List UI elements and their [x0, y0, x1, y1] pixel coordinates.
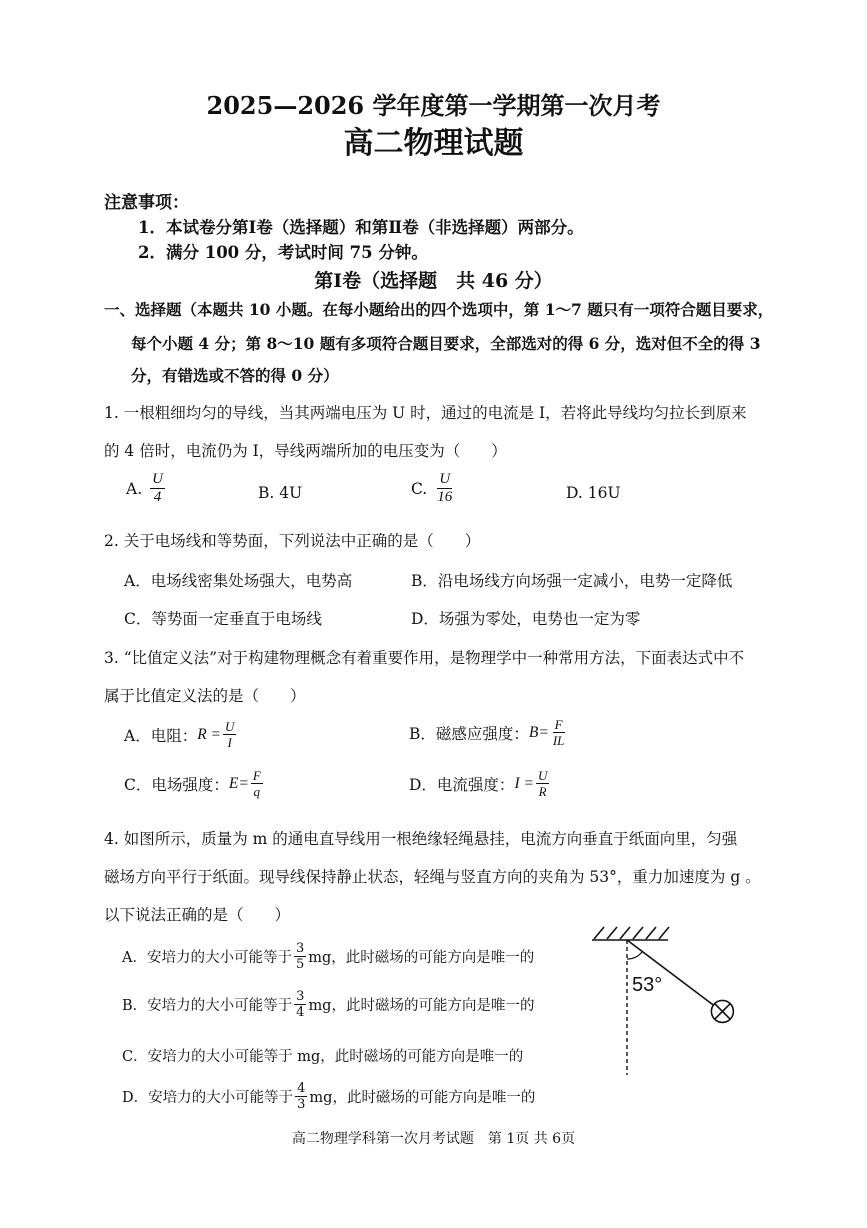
q1-option-c-fraction: [435, 472, 454, 505]
section-title: 第Ⅰ卷（选择题 共 46 分）: [314, 270, 553, 292]
page-footer: 高二物理学科第一次月考试题 第 1页 共 6页: [291, 1131, 576, 1147]
q3-option-c-den: q: [253, 784, 261, 799]
q3-option-c-text: C．电场强度：: [124, 775, 229, 794]
q4-option-b-fraction: [294, 990, 306, 1019]
q4-option-d-num: 4: [297, 1081, 306, 1096]
q3-option-a-fraction: [223, 720, 236, 749]
q3-option-d-text: D．电流强度：: [409, 775, 515, 794]
q3-option-b-text: B．磁感应强度：: [409, 724, 529, 743]
q4-option-c: C．安培力的大小可能等于 mg，此时磁场的可能方向是唯一的: [122, 1049, 524, 1065]
section-instructions-line-3: 分，有错选或不答的得 0 分）: [131, 366, 339, 385]
q1-stem-line-2: 的 4 倍时，电流仍为 I，导线两端所加的电压变为（ ）: [104, 442, 507, 460]
q4-option-d-pre: D．安培力的大小可能等于: [122, 1090, 294, 1106]
q4-option-b-num: 3: [296, 989, 305, 1004]
q4-option-d-den: 3: [297, 1097, 306, 1112]
q4-option-a-fraction: [294, 942, 306, 971]
notice-label: 注意事项：: [104, 193, 189, 213]
q4-stem-line-2: 磁场方向平行于纸面。现导线保持静止状态，轻绳与竖直方向的夹角为 53°，重力加速度为 g 。: [104, 868, 761, 886]
q4-stem-line-1: 4. 如图所示，质量为 m 的通电直导线用一根绝缘轻绳悬挂，电流方向垂直于纸面向里，匀强: [104, 830, 738, 848]
q4-option-a-post: mg，此时磁场的可能方向是唯一的: [308, 950, 535, 966]
q4-option-a: [122, 942, 534, 971]
q1-option-a: [126, 472, 167, 505]
q3-stem-line-1: 3. “比值定义法”对于构建物理概念有着重要作用，是物理学中一种常用方法，下面表达式中不: [104, 649, 745, 667]
q1-option-b: B. 4U: [258, 484, 303, 502]
q4-option-d-fraction: [295, 1082, 307, 1111]
angle-arc: [627, 952, 642, 959]
q1-option-c-num: U: [439, 471, 451, 487]
subject-title: 高二物理试题: [343, 126, 524, 161]
q3-option-b-den: IL: [552, 733, 565, 748]
q1-option-a-fraction: [150, 472, 165, 505]
q2-option-c: C．等势面一定垂直于电场线: [124, 610, 322, 628]
q1-option-c: [411, 472, 456, 505]
q4-option-d-post: mg，此时磁场的可能方向是唯一的: [309, 1090, 536, 1106]
q3-option-d: [409, 769, 551, 798]
q3-option-d-lhs: I =: [514, 774, 534, 792]
section-instructions-line-2: 每个小题 4 分；第 8～10 题有多项符合题目要求，全部选对的得 6 分，选对但不全的得 3: [131, 334, 761, 353]
q1-option-a-num: U: [152, 471, 163, 487]
current-into-page-icon: [711, 1000, 733, 1022]
q3-option-a-lhs: R =: [197, 725, 222, 743]
q3-stem-line-2: 属于比值定义法的是（ ）: [104, 687, 306, 705]
q3-option-b-fraction: [551, 718, 567, 747]
q3-option-b: [409, 718, 568, 747]
q1-option-c-label: C.: [411, 479, 428, 498]
q3-option-c-num: F: [252, 768, 261, 783]
q4-option-b-post: mg，此时磁场的可能方向是唯一的: [308, 998, 535, 1014]
q1-option-d: D. 16U: [566, 484, 621, 502]
q3-option-c-lhs: E=: [228, 774, 249, 792]
q4-option-b-den: 4: [296, 1005, 305, 1020]
q2-option-a: A．电场线密集处场强大，电势高: [124, 572, 353, 590]
q1-option-a-label: A.: [126, 479, 143, 498]
exam-title: 2025—2026 学年度第一学期第一次月考: [206, 91, 661, 120]
q4-option-a-pre: A．安培力的大小可能等于: [122, 950, 292, 966]
q4-option-b: [122, 990, 534, 1019]
q4-option-b-pre: B．安培力的大小可能等于: [122, 998, 293, 1014]
q1-stem-line-1: 1. 一根粗细均匀的导线，当其两端电压为 U 时，通过的电流是 I，若将此导线均匀拉长到原来: [104, 404, 747, 422]
q2-stem: 2. 关于电场线和等势面，下列说法中正确的是（ ）: [104, 532, 481, 550]
q3-option-d-fraction: [536, 769, 549, 798]
q2-option-b: B．沿电场线方向场强一定减小，电势一定降低: [411, 572, 733, 590]
q4-option-a-den: 5: [295, 957, 305, 972]
q3-option-c-fraction: [251, 769, 263, 798]
q1-option-c-den: 16: [437, 489, 453, 505]
q3-option-b-lhs: B=: [528, 723, 549, 741]
q3-option-a: [124, 720, 238, 749]
notice-item-2: 2．满分 100 分，考试时间 75 分钟。: [138, 243, 428, 262]
q4-stem-line-3: 以下说法正确的是（ ）: [104, 906, 291, 924]
q4-option-a-num: 3: [295, 941, 305, 956]
q3-option-a-text: A．电阻：: [124, 726, 198, 745]
q4-figure: [580, 915, 740, 1080]
notice-item-1: 1．本试卷分第Ⅰ卷（选择题）和第Ⅱ卷（非选择题）两部分。: [138, 218, 584, 237]
q3-option-c: [124, 769, 265, 798]
q1-option-a-den: 4: [153, 489, 162, 505]
ceiling-support: [592, 927, 669, 940]
q3-option-a-den: I: [227, 735, 232, 750]
section-instructions-line-1: 一、选择题（本题共 10 小题。在每小题给出的四个选项中，第 1～7 题只有一项符合题目要求，: [104, 300, 774, 319]
q3-option-b-num: F: [554, 717, 563, 732]
q3-option-d-num: U: [537, 768, 548, 783]
q3-option-d-den: R: [538, 784, 547, 799]
angle-label: 53°: [632, 974, 663, 996]
q3-option-a-num: U: [225, 719, 235, 734]
q4-option-d: [122, 1082, 535, 1111]
q2-option-d: D．场强为零处，电势也一定为零: [411, 610, 641, 628]
